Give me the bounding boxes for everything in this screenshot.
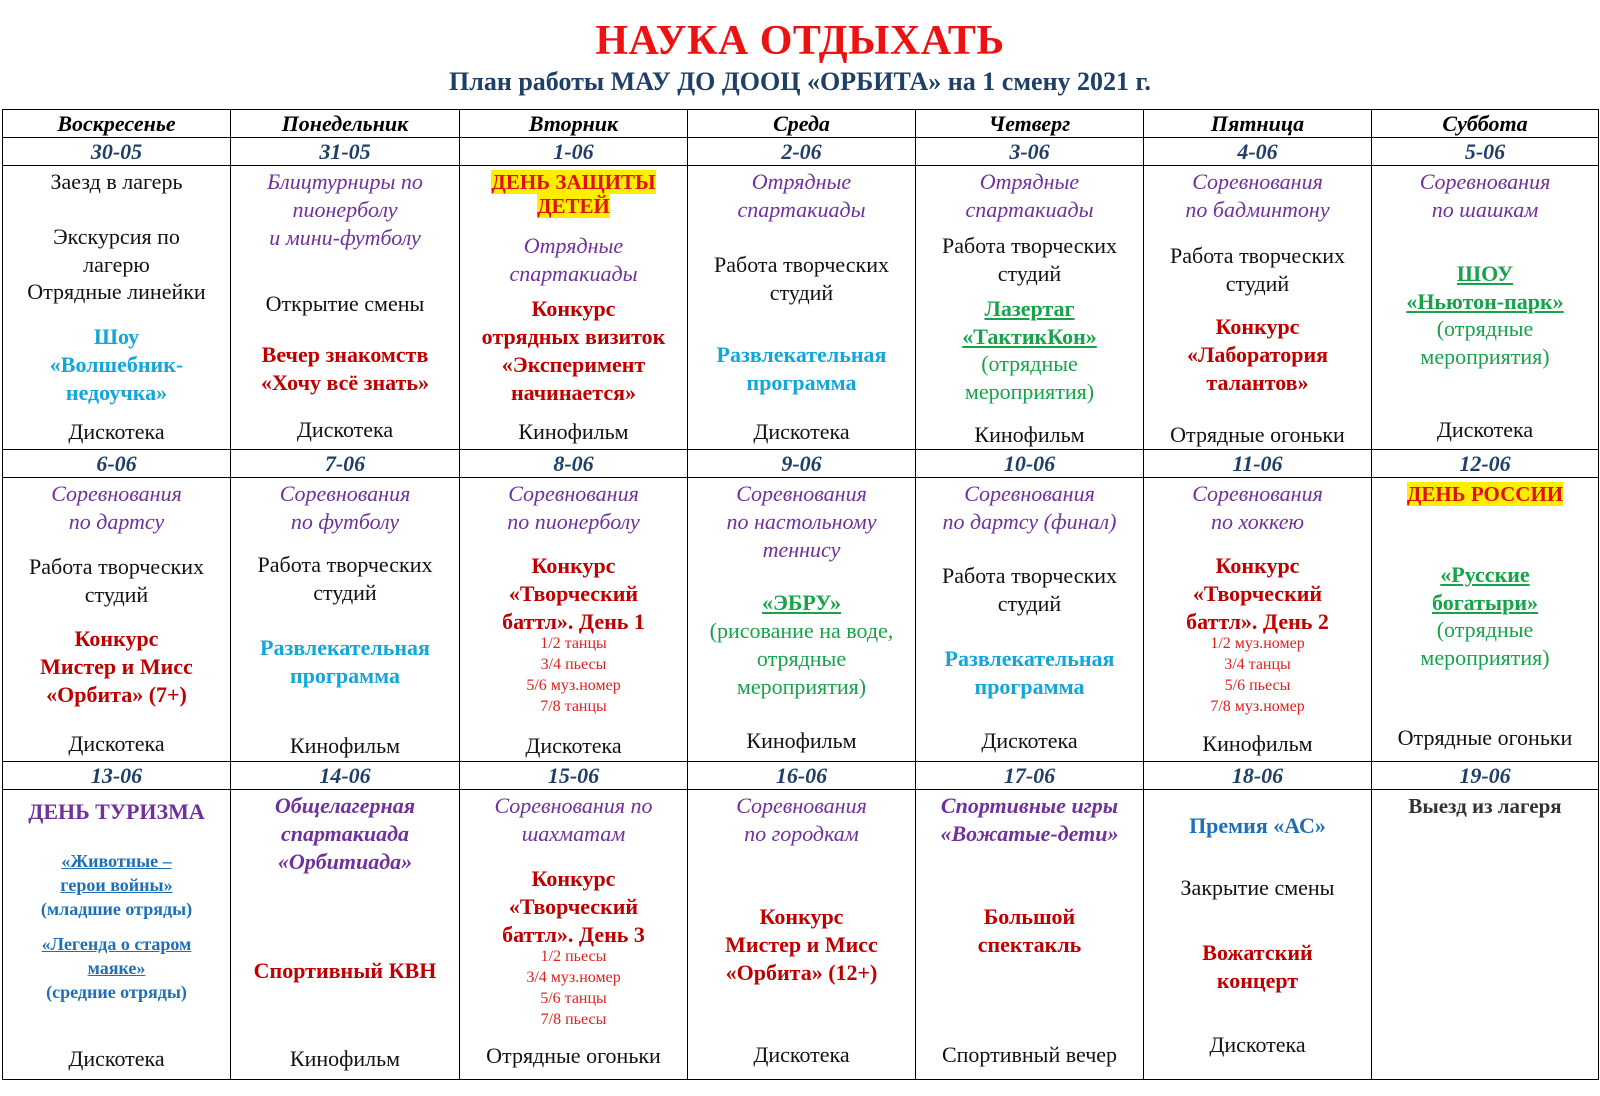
date-cell: 30-05: [3, 138, 231, 166]
contest-text: Конкурс «Творческий баттл». День 1: [502, 553, 645, 634]
day-cell: [688, 478, 916, 762]
week-3-activities-row: [3, 790, 1599, 1080]
event2-note-text: (средние отряды): [46, 982, 187, 1002]
contest-text: Конкурс «Творческий баттл». День 2: [1186, 553, 1329, 634]
show-note-text: (отрядные мероприятия): [1420, 316, 1550, 369]
sport-text: Соревнования по шашкам: [1419, 169, 1551, 222]
week-1-dates-row: [3, 138, 1599, 166]
date-cell: 9-06: [688, 450, 916, 478]
day-header-friday: Пятница: [1144, 110, 1372, 138]
sport-text: Отрядные спартакиады: [737, 169, 866, 222]
day-header-thursday: Четверг: [916, 110, 1144, 138]
show-text: ШОУ «Ньютон-парк»: [1406, 261, 1564, 314]
holiday-text: ДЕНЬ ЗАЩИТЫ ДЕТЕЙ: [491, 170, 656, 218]
date-cell: 31-05: [231, 138, 460, 166]
day-cell: [231, 166, 460, 450]
day-cell: [231, 478, 460, 762]
program-text: Развлекательная программа: [716, 342, 887, 395]
studios-text: Работа творческих студий: [942, 563, 1117, 616]
day-cell: [1144, 166, 1372, 450]
sport-text: Соревнования по городкам: [736, 793, 867, 846]
holiday-badge: [460, 170, 687, 218]
schedule-table: [2, 109, 1599, 1080]
day-header-sunday: Воскресенье: [3, 110, 231, 138]
day-cell: [916, 478, 1144, 762]
evening-text: Дискотека: [1436, 417, 1534, 442]
week-2-activities-row: [3, 478, 1599, 762]
day-cell: [3, 166, 231, 450]
day-header-monday: Понедельник: [231, 110, 460, 138]
studios-text: Работа творческих студий: [29, 554, 204, 607]
sport-text: Соревнования по хоккею: [1192, 481, 1323, 534]
day-cell: [3, 790, 231, 1080]
day-cell: [231, 790, 460, 1080]
sport-text: Спортивные игры «Вожатые-дети»: [940, 793, 1119, 846]
date-cell: 4-06: [1144, 138, 1372, 166]
sport-text: Соревнования по пионерболу: [507, 481, 640, 534]
event-text: «ЭБРУ»: [761, 590, 842, 615]
evening-text: Дискотека: [68, 419, 165, 444]
sport-text: Отрядные спартакиады: [509, 233, 638, 286]
contest-parts-text: 1/2 танцы 3/4 пьесы 5/6 муз.номер 7/8 танцы: [526, 635, 621, 715]
day-cell: [1372, 790, 1599, 1080]
weekday-header-row: [3, 110, 1599, 138]
event-note-text: (отрядные мероприятия): [964, 351, 1095, 404]
date-cell: 11-06: [1144, 450, 1372, 478]
evening-text: Кинофильм: [289, 1046, 401, 1071]
evening-text: Отрядные огоньки: [1170, 422, 1345, 447]
date-cell: 17-06: [916, 762, 1144, 790]
day-cell: [460, 478, 688, 762]
program-text: Развлекательная программа: [944, 646, 1115, 699]
date-cell: 10-06: [916, 450, 1144, 478]
day-cell: [1144, 790, 1372, 1080]
date-cell: 12-06: [1372, 450, 1599, 478]
event-note-text: (отрядные мероприятия): [1420, 617, 1550, 670]
day-cell: [916, 790, 1144, 1080]
day-header-saturday: Суббота: [1372, 110, 1599, 138]
evening-text: Дискотека: [1209, 1032, 1306, 1057]
holiday-text: ДЕНЬ ТУРИЗМА: [28, 799, 205, 824]
date-cell: 8-06: [460, 450, 688, 478]
evening-text: Отрядные огоньки: [486, 1043, 661, 1068]
sport-text: Соревнования по дартсу: [51, 481, 182, 534]
sport-text: Отрядные спартакиады: [965, 169, 1094, 222]
date-cell: 16-06: [688, 762, 916, 790]
evening-text: Дискотека: [68, 1046, 165, 1071]
contest-parts-text: 1/2 пьесы 3/4 муз.номер 5/6 танцы 7/8 пьесы: [526, 948, 621, 1028]
event-text: «Русские богатыри»: [1431, 562, 1539, 615]
date-cell: 7-06: [231, 450, 460, 478]
departure-text: Выезд из лагеря: [1408, 794, 1562, 818]
page-title: НАУКА ОТДЫХАТЬ: [595, 18, 1005, 64]
date-cell: 3-06: [916, 138, 1144, 166]
event-text: Вечер знакомств «Хочу всё знать»: [260, 342, 430, 395]
show-text: Шоу «Волшебник- недоучка»: [49, 324, 184, 405]
evening-text: Кинофильм: [518, 419, 629, 444]
week-2-dates-row: [3, 450, 1599, 478]
sport-text: Соревнования по дартсу (финал): [942, 481, 1117, 534]
contest-text: Конкурс Мистер и Мисс «Орбита» (7+): [40, 626, 193, 707]
evening-text: Кинофильм: [1202, 731, 1313, 756]
date-cell: 18-06: [1144, 762, 1372, 790]
day-header-wednesday: Среда: [688, 110, 916, 138]
evening-text: Кинофильм: [974, 422, 1085, 447]
evening-text: Дискотека: [981, 728, 1078, 753]
sport-text: Соревнования по бадминтону: [1185, 169, 1330, 222]
week-1-activities-row: [3, 166, 1599, 450]
day-cell: [3, 478, 231, 762]
day-cell: [688, 166, 916, 450]
program-text: Развлекательная программа: [260, 635, 430, 688]
sport-text: Соревнования по шахматам: [494, 793, 653, 846]
holiday-text: ДЕНЬ РОССИИ: [1406, 482, 1564, 506]
contest-text: Конкурс Мистер и Мисс «Орбита» (12+): [725, 904, 878, 985]
studios-text: Работа творческих студий: [1170, 243, 1345, 296]
holiday-badge: [1372, 482, 1598, 506]
evening-text: Дискотека: [753, 419, 850, 444]
event-text: Спортивный КВН: [253, 958, 437, 983]
lineup-text: Отрядные линейки: [27, 279, 206, 304]
evening-text: Дискотека: [68, 731, 165, 756]
date-cell: 5-06: [1372, 138, 1599, 166]
concert-text: Вожатский концерт: [1202, 940, 1313, 993]
evening-text: Кинофильм: [746, 728, 857, 753]
contest-text: Конкурс отрядных визиток «Эксперимент начинается»: [481, 296, 666, 405]
award-text: Премия «АС»: [1189, 813, 1326, 838]
day-cell: [1372, 478, 1599, 762]
event-text: Лазертаг «ТактикКон»: [962, 296, 1097, 349]
date-cell: 2-06: [688, 138, 916, 166]
studios-text: Работа творческих студий: [714, 252, 889, 305]
day-header-tuesday: Вторник: [460, 110, 688, 138]
date-cell: 15-06: [460, 762, 688, 790]
day-cell: [1144, 478, 1372, 762]
studios-text: Работа творческих студий: [257, 552, 433, 605]
event1-link[interactable]: «Животные – герои войны»: [60, 851, 173, 895]
day-cell: [1372, 166, 1599, 450]
date-cell: 1-06: [460, 138, 688, 166]
day-cell: [460, 790, 688, 1080]
opening-text: Открытие смены: [265, 291, 425, 316]
event-note-text: (рисование на воде, отрядные мероприятия): [709, 618, 894, 699]
evening-text: Дискотека: [753, 1042, 850, 1067]
contest-text: Конкурс «Лаборатория талантов»: [1186, 314, 1329, 395]
week-3-dates-row: [3, 762, 1599, 790]
sport-text: Блицтурниры по пионерболу и мини-футболу: [267, 169, 423, 250]
sport-text: Соревнования по настольному теннису: [726, 481, 877, 562]
date-cell: 19-06: [1372, 762, 1599, 790]
evening-text: Дискотека: [525, 733, 622, 758]
event2-link[interactable]: «Легенда о старом маяке»: [41, 934, 192, 978]
evening-text: Отрядные огоньки: [1397, 725, 1573, 750]
studios-text: Работа творческих студий: [942, 233, 1117, 286]
date-cell: 13-06: [3, 762, 231, 790]
contest-parts-text: 1/2 муз.номер 3/4 танцы 5/6 пьесы 7/8 муз.номер: [1210, 635, 1305, 715]
day-cell: [460, 166, 688, 450]
tour-text: Экскурсия по лагерю: [53, 224, 180, 277]
evening-text: Кинофильм: [289, 733, 401, 758]
sport-text: Общелагерная спартакиада «Орбитиада»: [274, 793, 416, 874]
contest-text: Конкурс «Творческий баттл». День 3: [502, 866, 645, 947]
date-cell: 14-06: [231, 762, 460, 790]
evening-text: Дискотека: [296, 417, 394, 442]
date-cell: 6-06: [3, 450, 231, 478]
day-cell: [688, 790, 916, 1080]
page-subtitle: План работы МАУ ДО ДООЦ «ОРБИТА» на 1 смену 2021 г.: [449, 67, 1151, 96]
event-text: Большой спектакль: [977, 904, 1082, 957]
day-cell: [916, 166, 1144, 450]
event1-note-text: (младшие отряды): [40, 899, 193, 919]
evening-text: Спортивный вечер: [941, 1042, 1118, 1067]
arrival-text: Заезд в лагерь: [50, 169, 183, 194]
sport-text: Соревнования по футболу: [279, 481, 411, 534]
closing-text: Закрытие смены: [1180, 875, 1335, 900]
